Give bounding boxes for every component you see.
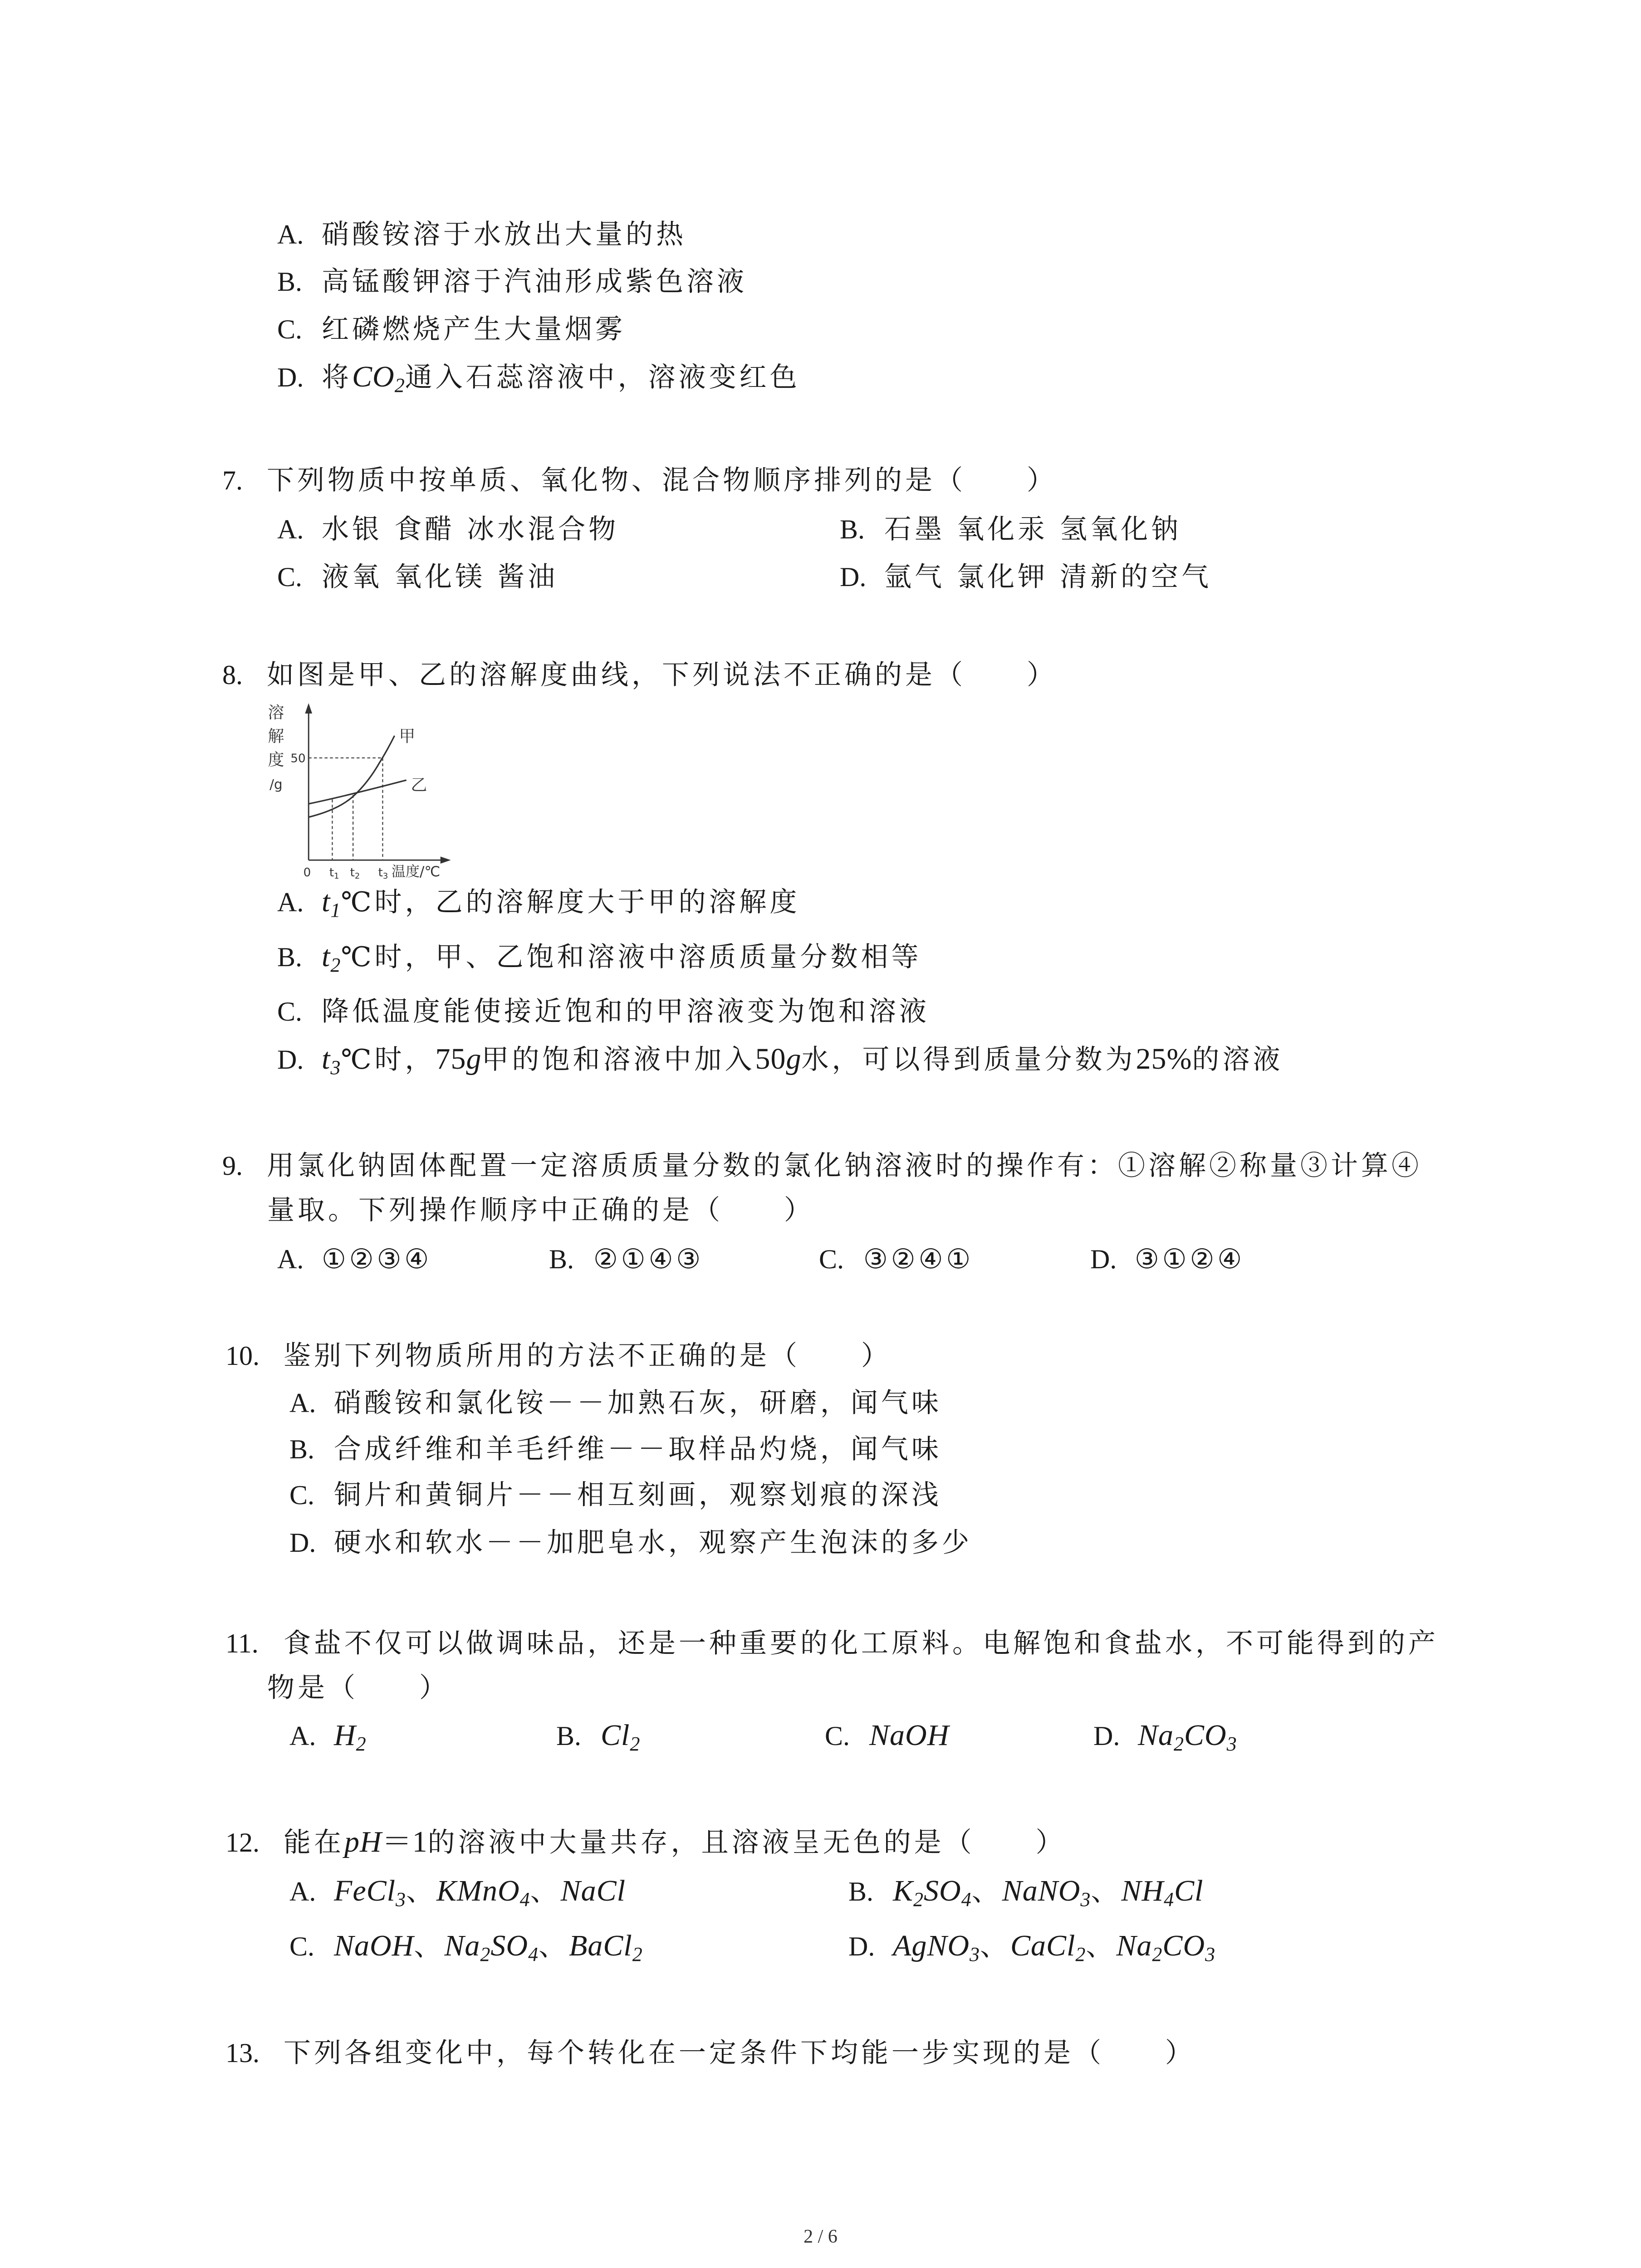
formula-subscript: 3 xyxy=(1226,1733,1237,1755)
option-text: 硝酸铵和氯化铵－－加熟石灰，研磨，闻气味 xyxy=(334,1387,942,1419)
question-stem: 鉴别下列物质所用的方法不正确的是（ ） xyxy=(284,1340,892,1372)
y-axis-label-char: 度 xyxy=(268,751,284,770)
option-label: C. xyxy=(277,997,303,1026)
x-axis-label: 温度/℃ xyxy=(392,864,441,880)
q11-option-c xyxy=(825,1719,949,1752)
q11-option-a xyxy=(289,1719,367,1755)
formula-part: Cl xyxy=(601,1719,630,1752)
formula-subscript: 2 xyxy=(632,1943,643,1965)
option-text: 红磷燃烧产生大量烟雾 xyxy=(322,313,626,345)
option-label: B. xyxy=(277,942,303,972)
formula-part: AgNO xyxy=(893,1929,970,1962)
question-stem: 食盐不仅可以做调味品，还是一种重要的化工原料。电解饱和食盐水，不可能得到的产 xyxy=(284,1628,1439,1659)
option-label: A. xyxy=(277,1244,304,1274)
option-label: B. xyxy=(840,514,865,544)
formula-part: CO xyxy=(352,360,395,393)
question-number: 7. xyxy=(222,465,243,495)
formula-h2 xyxy=(334,1719,367,1755)
formula-cacl2 xyxy=(1010,1929,1086,1965)
x-tick-t2 xyxy=(350,866,360,881)
formula-part: H xyxy=(334,1719,356,1752)
option-label: D. xyxy=(277,362,304,392)
option-label: A. xyxy=(277,220,304,249)
q9-stem-line1 xyxy=(222,1149,1422,1182)
q7-option-d xyxy=(840,561,1212,593)
formula-nh4cl xyxy=(1121,1874,1204,1911)
option-label: C. xyxy=(289,1480,315,1510)
option-text: 硝酸铵溶于水放出大量的热 xyxy=(322,219,686,250)
formula-na2co3 xyxy=(1138,1719,1237,1755)
formula-subscript: 2 xyxy=(480,1943,491,1965)
option-text: 铜片和黄铜片－－相互刻画，观察划痕的深浅 xyxy=(334,1479,942,1511)
option-label: B. xyxy=(556,1721,582,1751)
option-text: ③②④① xyxy=(863,1243,974,1275)
question-stem: 如图是甲、乙的溶解度曲线，下列说法不正确的是（ ） xyxy=(267,659,1057,691)
curve-label-yi: 乙 xyxy=(411,776,427,795)
y-axis-arrow xyxy=(305,703,312,714)
q7-option-b xyxy=(840,513,1181,546)
formula-part: BaCl xyxy=(569,1929,632,1962)
separator: 、 xyxy=(980,1931,1010,1962)
x-axis-arrow xyxy=(441,856,451,864)
option-text: 高锰酸钾溶于汽油形成紫色溶液 xyxy=(322,266,747,298)
mass-value: 50 xyxy=(755,1042,786,1075)
option-text: 水，可以得到质量分数为 xyxy=(801,1044,1136,1075)
q9-stem-line2 xyxy=(267,1194,814,1227)
percent-value: 25% xyxy=(1136,1042,1192,1075)
option-text-post: 通入石蕊溶液中，溶液变红色 xyxy=(405,362,800,393)
formula-subscript: 4 xyxy=(528,1943,539,1965)
formula-subscript: 2 xyxy=(913,1888,924,1911)
formula-agno3 xyxy=(893,1929,980,1965)
formula-subscript: 4 xyxy=(961,1888,972,1911)
question-stem: 量取。下列操作顺序中正确的是（ ） xyxy=(267,1194,814,1226)
mass-value: 75 xyxy=(435,1042,466,1075)
q8-option-a xyxy=(277,885,800,919)
formula-naoh xyxy=(869,1719,949,1752)
formula-part: Na xyxy=(444,1929,480,1962)
option-text: ℃时， xyxy=(341,1044,436,1075)
q10-option-b xyxy=(289,1433,942,1466)
formula-na2co3 xyxy=(1116,1929,1216,1965)
formula-subscript: 2 xyxy=(1075,1943,1086,1965)
option-text-pre: 将 xyxy=(322,362,352,393)
option-label: A. xyxy=(289,1388,316,1418)
temperature-variable xyxy=(322,885,341,921)
variable: t xyxy=(322,940,331,973)
q6-option-a xyxy=(277,218,686,251)
formula-subscript: 2 xyxy=(630,1733,641,1755)
separator: 、 xyxy=(1086,1931,1117,1962)
formula-subscript: 2 xyxy=(1152,1943,1163,1965)
option-label: A. xyxy=(289,1721,316,1751)
q11-option-b xyxy=(556,1719,641,1755)
tick-var: t xyxy=(329,866,334,880)
formula-part: Na xyxy=(1116,1929,1152,1962)
q6-option-c xyxy=(277,313,626,346)
q8-option-c xyxy=(277,995,930,1028)
formula-part: CO xyxy=(1162,1929,1205,1962)
formula-part: NaNO xyxy=(1002,1874,1081,1907)
q9-option-d xyxy=(1090,1243,1245,1276)
variable-subscript: 1 xyxy=(330,899,341,921)
q6-option-b xyxy=(277,265,747,298)
formula-fecl3 xyxy=(334,1874,406,1911)
option-text: ℃时，甲、乙饱和溶液中溶质质量分数相等 xyxy=(341,941,922,973)
q7-option-a xyxy=(277,513,619,546)
option-label: D. xyxy=(1090,1244,1117,1274)
question-stem: 物是（ ） xyxy=(267,1672,450,1704)
formula-subscript: 2 xyxy=(394,374,405,396)
tick-var: t xyxy=(350,866,355,880)
option-text: 氩气 氯化钾 清新的空气 xyxy=(884,561,1212,593)
formula-cl2 xyxy=(601,1719,641,1755)
question-number: 8. xyxy=(222,660,243,690)
q12-option-b xyxy=(848,1874,1204,1911)
formula-part: NaCl xyxy=(560,1874,626,1907)
formula-subscript: 3 xyxy=(1205,1943,1216,1965)
option-text: 甲的饱和溶液中加入 xyxy=(481,1044,755,1075)
q10-option-c xyxy=(289,1479,942,1511)
formula-kmno4 xyxy=(436,1874,530,1911)
question-stem: 用氯化钠固体配置一定溶质质量分数的氯化钠溶液时的操作有：①溶解②称量③计算④ xyxy=(267,1150,1422,1182)
option-text: ①②③④ xyxy=(322,1243,432,1275)
q11-option-d xyxy=(1093,1719,1237,1755)
formula-subscript: 3 xyxy=(970,1943,980,1965)
q12-stem xyxy=(225,1826,1066,1859)
formula-k2so4 xyxy=(893,1874,972,1911)
q8-option-d xyxy=(277,1042,1283,1079)
question-stem: 下列各组变化中，每个转化在一定条件下均能一步实现的是（ ） xyxy=(284,2037,1195,2069)
question-stem: 能在 xyxy=(284,1827,344,1858)
option-label: C. xyxy=(289,1931,315,1961)
option-label: A. xyxy=(277,887,304,917)
formula-part: SO xyxy=(490,1929,529,1962)
question-number: 12. xyxy=(225,1828,260,1857)
question-stem: 下列物质中按单质、氧化物、混合物顺序排列的是（ ） xyxy=(267,464,1057,496)
curve-label-jia: 甲 xyxy=(399,727,416,746)
option-text: 硬水和软水－－加肥皂水，观察产生泡沫的多少 xyxy=(334,1527,972,1559)
q9-option-b xyxy=(549,1243,704,1276)
q12-option-a xyxy=(289,1874,626,1911)
q9-option-c xyxy=(819,1243,974,1276)
y-axis-label-char: 解 xyxy=(268,727,284,746)
formula-subscript: 4 xyxy=(1164,1888,1175,1911)
formula-subscript: 3 xyxy=(395,1888,406,1911)
x-tick-t1 xyxy=(329,866,339,881)
variable: t xyxy=(322,885,331,918)
x-origin-label: 0 xyxy=(303,866,311,880)
option-label: D. xyxy=(277,1045,304,1075)
option-label: B. xyxy=(549,1244,574,1274)
option-label: A. xyxy=(289,1877,316,1906)
formula-subscript: 2 xyxy=(1174,1733,1185,1755)
option-label: D. xyxy=(840,562,867,592)
tick-sub: 2 xyxy=(354,871,360,881)
formula-part: NaOH xyxy=(869,1719,950,1752)
formula-part: NH xyxy=(1121,1874,1164,1907)
option-text: 石墨 氧化汞 氢氧化钠 xyxy=(884,513,1182,545)
question-number: 10. xyxy=(225,1341,260,1371)
variable-subscript: 3 xyxy=(330,1056,341,1079)
q12-option-d xyxy=(848,1930,1215,1963)
separator: 、 xyxy=(971,1876,1002,1907)
separator: 、 xyxy=(539,1931,569,1962)
curve-yi xyxy=(309,780,406,804)
separator: 、 xyxy=(406,1876,436,1907)
q7-stem xyxy=(222,464,1057,497)
q6-option-d xyxy=(277,361,800,394)
option-text: ②①④③ xyxy=(593,1243,704,1275)
q10-option-d xyxy=(289,1526,972,1559)
separator: 、 xyxy=(414,1931,445,1962)
q11-stem-line2 xyxy=(267,1672,450,1704)
ph-variable: pH xyxy=(344,1825,382,1858)
q10-stem xyxy=(225,1339,892,1372)
separator: 、 xyxy=(530,1876,561,1907)
q8-stem xyxy=(222,659,1057,691)
tick-var: t xyxy=(378,866,383,880)
y-axis-label-unit: /g xyxy=(269,777,283,792)
x-tick-t3 xyxy=(378,866,388,881)
formula-part: Na xyxy=(1138,1719,1174,1752)
q11-stem-line1 xyxy=(225,1627,1439,1660)
ph-value: ＝1 xyxy=(382,1825,428,1858)
formula-subscript: 2 xyxy=(356,1733,367,1755)
formula-part: CaCl xyxy=(1010,1929,1076,1962)
question-number: 9. xyxy=(222,1151,243,1181)
variable: t xyxy=(322,1042,331,1075)
mass-unit: g xyxy=(786,1042,802,1075)
question-number: 11. xyxy=(225,1628,259,1658)
temperature-variable xyxy=(322,1042,341,1079)
formula-part: Cl xyxy=(1174,1874,1204,1907)
formula-nano3 xyxy=(1002,1874,1091,1911)
q13-stem xyxy=(225,2037,1195,2069)
tick-sub: 1 xyxy=(334,871,339,881)
formula-part: KMnO xyxy=(436,1874,520,1907)
option-label: B. xyxy=(848,1877,874,1906)
temperature-variable xyxy=(322,940,341,976)
mass-unit: g xyxy=(466,1042,482,1075)
option-label: C. xyxy=(819,1244,844,1274)
curve-jia xyxy=(309,736,394,817)
option-text: ℃时，乙的溶解度大于甲的溶解度 xyxy=(341,886,800,918)
option-label: C. xyxy=(277,314,303,344)
variable-subscript: 2 xyxy=(330,954,341,976)
question-stem: 的溶液中大量共存，且溶液呈无色的是（ ） xyxy=(427,1827,1066,1858)
q7-option-c xyxy=(277,561,558,593)
option-text: 水银 食醋 冰水混合物 xyxy=(322,513,619,545)
option-label: D. xyxy=(1093,1721,1120,1751)
y-axis-label-char: 溶 xyxy=(268,703,284,722)
tick-sub: 3 xyxy=(382,871,388,881)
y-tick-label: 50 xyxy=(290,752,306,766)
formula-part: SO xyxy=(924,1874,961,1907)
solubility-curve-figure xyxy=(252,691,475,893)
formula-part: K xyxy=(893,1874,914,1907)
option-label: D. xyxy=(848,1931,875,1961)
q10-option-a xyxy=(289,1387,942,1419)
formula-co2 xyxy=(352,360,405,396)
formula-part: NaOH xyxy=(334,1929,414,1962)
question-number: 13. xyxy=(225,2038,260,2068)
option-label: D. xyxy=(289,1528,316,1558)
formula-nacl xyxy=(561,1874,626,1907)
formula-bacl2 xyxy=(569,1929,643,1965)
option-label: C. xyxy=(825,1721,850,1751)
option-label: C. xyxy=(277,562,303,592)
page-number: 2 / 6 xyxy=(803,2226,838,2247)
formula-subscript: 4 xyxy=(519,1888,530,1911)
option-label: B. xyxy=(277,267,303,297)
q12-option-c xyxy=(289,1930,643,1963)
option-text: ③①②④ xyxy=(1135,1243,1245,1275)
option-text: 降低温度能使接近饱和的甲溶液变为饱和溶液 xyxy=(322,996,930,1027)
option-text: 合成纤维和羊毛纤维－－取样品灼烧，闻气味 xyxy=(334,1433,942,1465)
option-text: 液氧 氧化镁 酱油 xyxy=(322,561,558,593)
separator: 、 xyxy=(1091,1876,1122,1907)
formula-na2so4 xyxy=(444,1929,539,1965)
formula-naoh xyxy=(334,1929,414,1962)
option-text: 的溶液 xyxy=(1192,1044,1283,1075)
option-label: A. xyxy=(277,514,304,544)
formula-part: CO xyxy=(1184,1719,1227,1752)
formula-subscript: 3 xyxy=(1080,1888,1091,1911)
formula-part: FeCl xyxy=(334,1874,396,1907)
q8-option-b xyxy=(277,940,922,976)
option-label: B. xyxy=(289,1434,315,1464)
q9-option-a xyxy=(277,1243,432,1276)
